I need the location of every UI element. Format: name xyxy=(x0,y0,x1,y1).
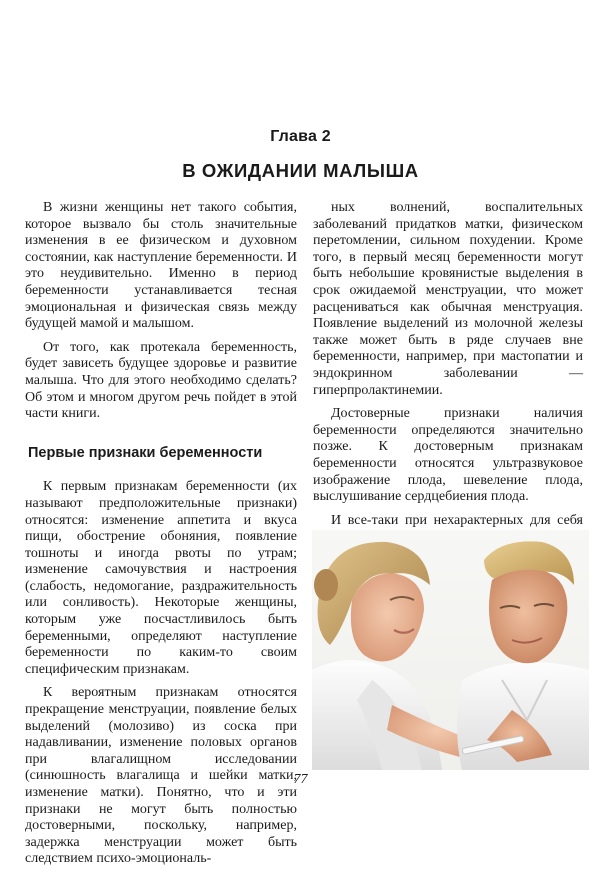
intro-paragraph-1: В жизни женщины нет такого события, которое вызвало бы столь значительные изменения в ее физическом и духовном состоянии, как наступление беременности. И это неудивительно. Именно в период беременности устанавливается тесная эмоциональная и физическая связь между будущей мамой и малышом. xyxy=(25,200,297,332)
couple-photo xyxy=(312,530,589,770)
section-paragraph-1: К первым признакам беременности (их называют предположительные признаки) относятся: изменение аппетита и вкуса пищи, обострение обоняния, появление тошноты и иногда рвоты по утрам; изменение самочувствия и настроения (слабость, недомогание, раздражительность или сонливость). Некоторые женщины, которым уже посчастливилось быть беременными, определяют наступление беременности по каким-то своим специфическим признакам. xyxy=(25,479,297,677)
intro-paragraph-2: От того, как протекала беременность, будет зависеть будущее здоровье и развитие малыша. Что для этого необходимо сделать? Об этом и многом другом речь пойдет в этой части книги. xyxy=(25,339,297,422)
section-paragraph-2: К вероятным признакам относятся прекращение менструации, появление белых выделений (молозиво) из соска при надавливании, изменение половых органов при влагалищном исследовании (синюшность влагалища и шейки матки, изменение матки). Понятно, что и эти признаки не могут быть полностью достоверными, поскольку, например, задержка менструации может быть следствием психо-эмоциональ- xyxy=(25,685,297,867)
chapter-title: В ОЖИДАНИИ МАЛЫША xyxy=(182,160,419,181)
page-number: 77 xyxy=(293,772,308,787)
right-paragraph-3: И все-таки при нехарактерных для себя xyxy=(331,512,583,528)
right-column xyxy=(313,200,583,586)
right-paragraph-2: Достоверные признаки наличия беременности определяются значительно позже. К достоверным признакам беременности относятся ультразвуковое изображение плода, шевеление плода, выслушивание сердцебиения плода. xyxy=(313,406,583,505)
right-paragraph-1: ных волнений, воспалительных заболеваний придатков матки, физическом перетомлении, сильном похудении. Кроме того, в первый месяц беременности могут быть небольшие кровянистые выделения в срок ожидаемой менструации, что может расцениваться как обычная менструация. Появление выделений из молочной железы также может быть в ряде случаев вне беременности, например, при мастопатии и эндокринном заболевании — гиперпролактинемии. xyxy=(313,200,583,398)
chapter-label: Глава 2 xyxy=(270,128,331,145)
section-heading: Первые признаки беременности xyxy=(28,444,263,461)
